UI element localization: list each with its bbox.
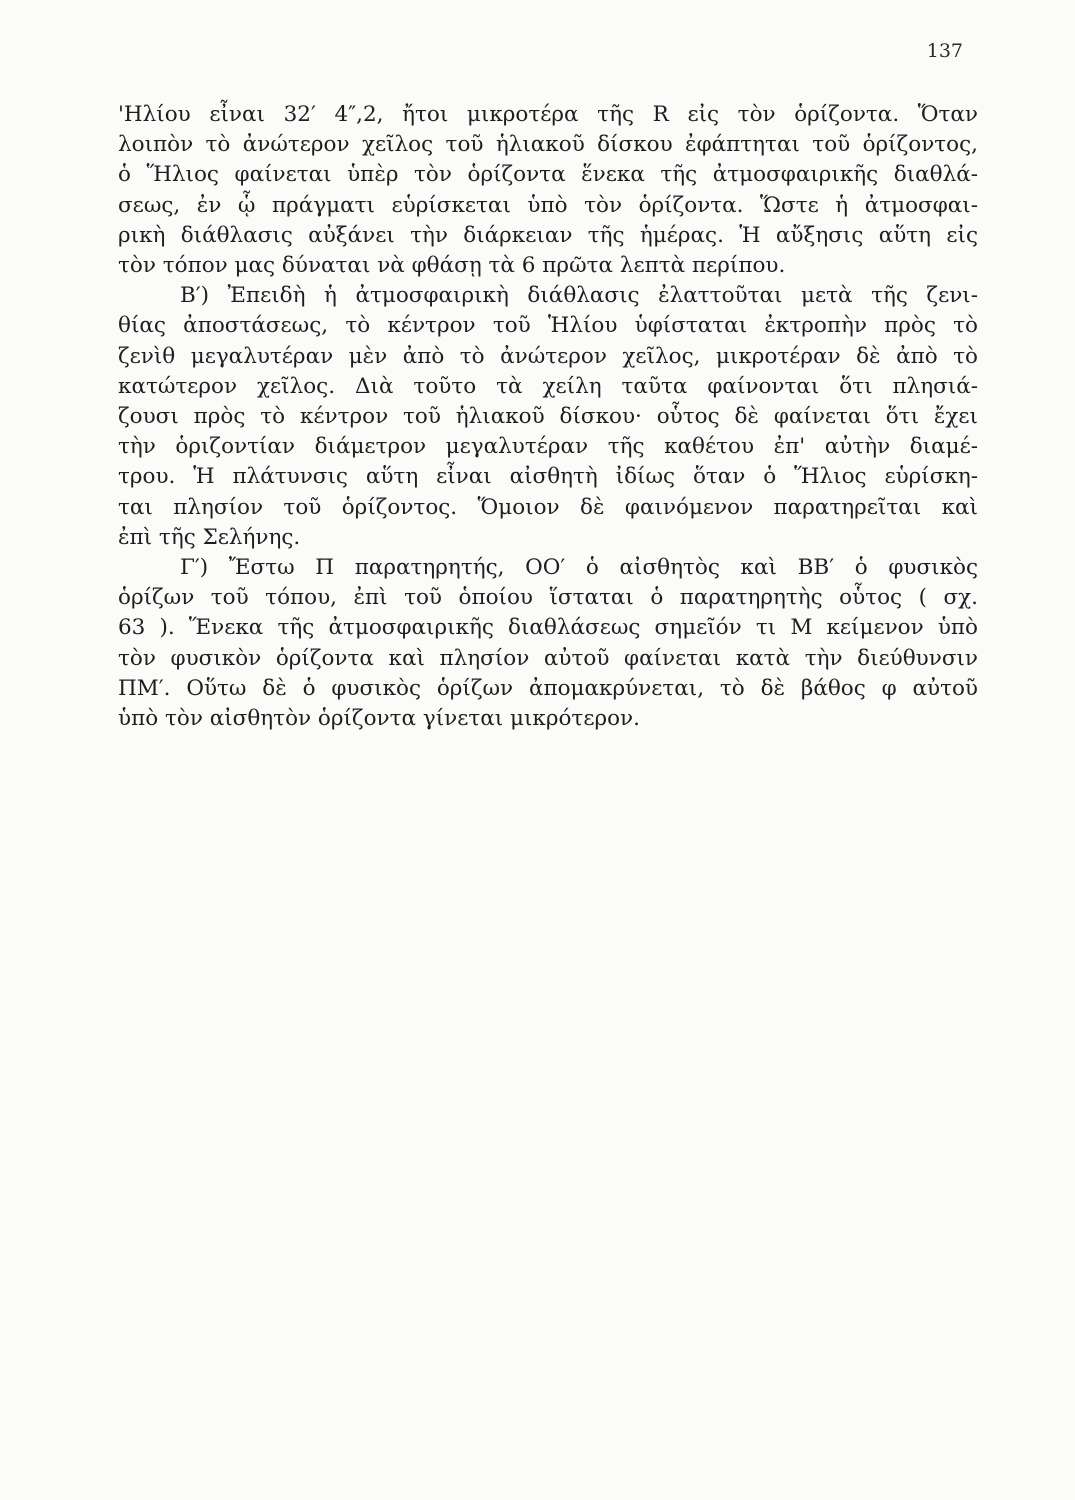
text-line: τὸν τόπον μας δύναται νὰ φθάσῃ τὰ 6 πρῶτα λεπτὰ περίπου. bbox=[118, 253, 786, 279]
text-line: τρου. Ἡ πλάτυνσις αὕτη εἶναι αἰσθητὴ ἰδίως ὅταν ὁ Ἥλιος εὑρίσκη- bbox=[118, 464, 978, 490]
text-line: θίας ἀποστάσεως, τὸ κέντρον τοῦ Ἡλίου ὑφίσταται ἐκτροπὴν πρὸς τὸ bbox=[118, 313, 978, 339]
body-text bbox=[118, 100, 978, 734]
text-line: ζουσι πρὸς τὸ κέντρον τοῦ ἡλιακοῦ δίσκου· οὗτος δὲ φαίνεται ὅτι ἔχει bbox=[118, 404, 978, 430]
text-line: ὁρίζων τοῦ τόπου, ἐπὶ τοῦ ὁποίου ἵσταται ὁ παρατηρητὴς οὗτος ( σχ. bbox=[118, 585, 978, 611]
text-line: ται πλησίον τοῦ ὁρίζοντος. Ὅμοιον δὲ φαινόμενον παρατηρεῖται καὶ bbox=[118, 494, 978, 520]
text-line: σεως, ἐν ᾧ πράγματι εὑρίσκεται ὑπὸ τὸν ὁρίζοντα. Ὥστε ἡ ἀτμοσφαι- bbox=[118, 192, 978, 218]
text-line: τὴν ὁριζοντίαν διάμετρον μεγαλυτέραν τῆς καθέτου ἐπ' αὐτὴν διαμέ- bbox=[118, 434, 978, 460]
text-line: Γ′) Ἔστω Π παρατηρητής, ΟΟ′ ὁ αἰσθητὸς καὶ ΒΒ′ ὁ φυσικὸς bbox=[180, 555, 978, 581]
text-line: 63 ). Ἕνεκα τῆς ἀτμοσφαιρικῆς διαθλάσεως σημεῖόν τι Μ κείμενον ὑπὸ bbox=[118, 615, 978, 641]
text-line: 'Ηλίου εἶναι 32′ 4″,2, ἤτοι μικροτέρα τῆς R εἰς τὸν ὁρίζοντα. Ὅταν bbox=[118, 102, 978, 127]
text-line: ΠΜ′. Οὕτω δὲ ὁ φυσικὸς ὁρίζων ἀπομακρύνεται, τὸ δὲ βάθος φ αὐτοῦ bbox=[118, 675, 978, 701]
text-line: κατώτερον χεῖλος. Διὰ τοῦτο τὰ χείλη ταῦτα φαίνονται ὅτι πλησιά- bbox=[118, 373, 978, 399]
text-line: ζενὶθ μεγαλυτέραν μὲν ἀπὸ τὸ ἀνώτερον χεῖλος, μικροτέραν δὲ ἀπὸ τὸ bbox=[118, 343, 978, 369]
page-number: 137 bbox=[926, 40, 963, 62]
text-line: τὸν φυσικὸν ὁρίζοντα καὶ πλησίον αὐτοῦ φαίνεται κατὰ τὴν διεύθυνσιν bbox=[118, 645, 978, 671]
text-line: ἐπὶ τῆς Σελήνης. bbox=[118, 524, 301, 550]
text-line: ὑπὸ τὸν αἰσθητὸν ὁρίζοντα γίνεται μικρότερον. bbox=[118, 706, 640, 732]
text-line: ρικὴ διάθλασις αὐξάνει τὴν διάρκειαν τῆς ἡμέρας. Ἡ αὔξησις αὕτη εἰς bbox=[118, 222, 978, 248]
text-line: ὁ Ἥλιος φαίνεται ὑπὲρ τὸν ὁρίζοντα ἕνεκα τῆς ἀτμοσφαιρικῆς διαθλά- bbox=[118, 162, 978, 188]
text-line: Β′) Ἐπειδὴ ἡ ἀτμοσφαιρικὴ διάθλασις ἐλαττοῦται μετὰ τῆς ζενι- bbox=[180, 283, 978, 309]
text-line: λοιπὸν τὸ ἀνώτερον χεῖλος τοῦ ἡλιακοῦ δίσκου ἐφάπτηται τοῦ ὁρίζοντος, bbox=[118, 132, 978, 158]
